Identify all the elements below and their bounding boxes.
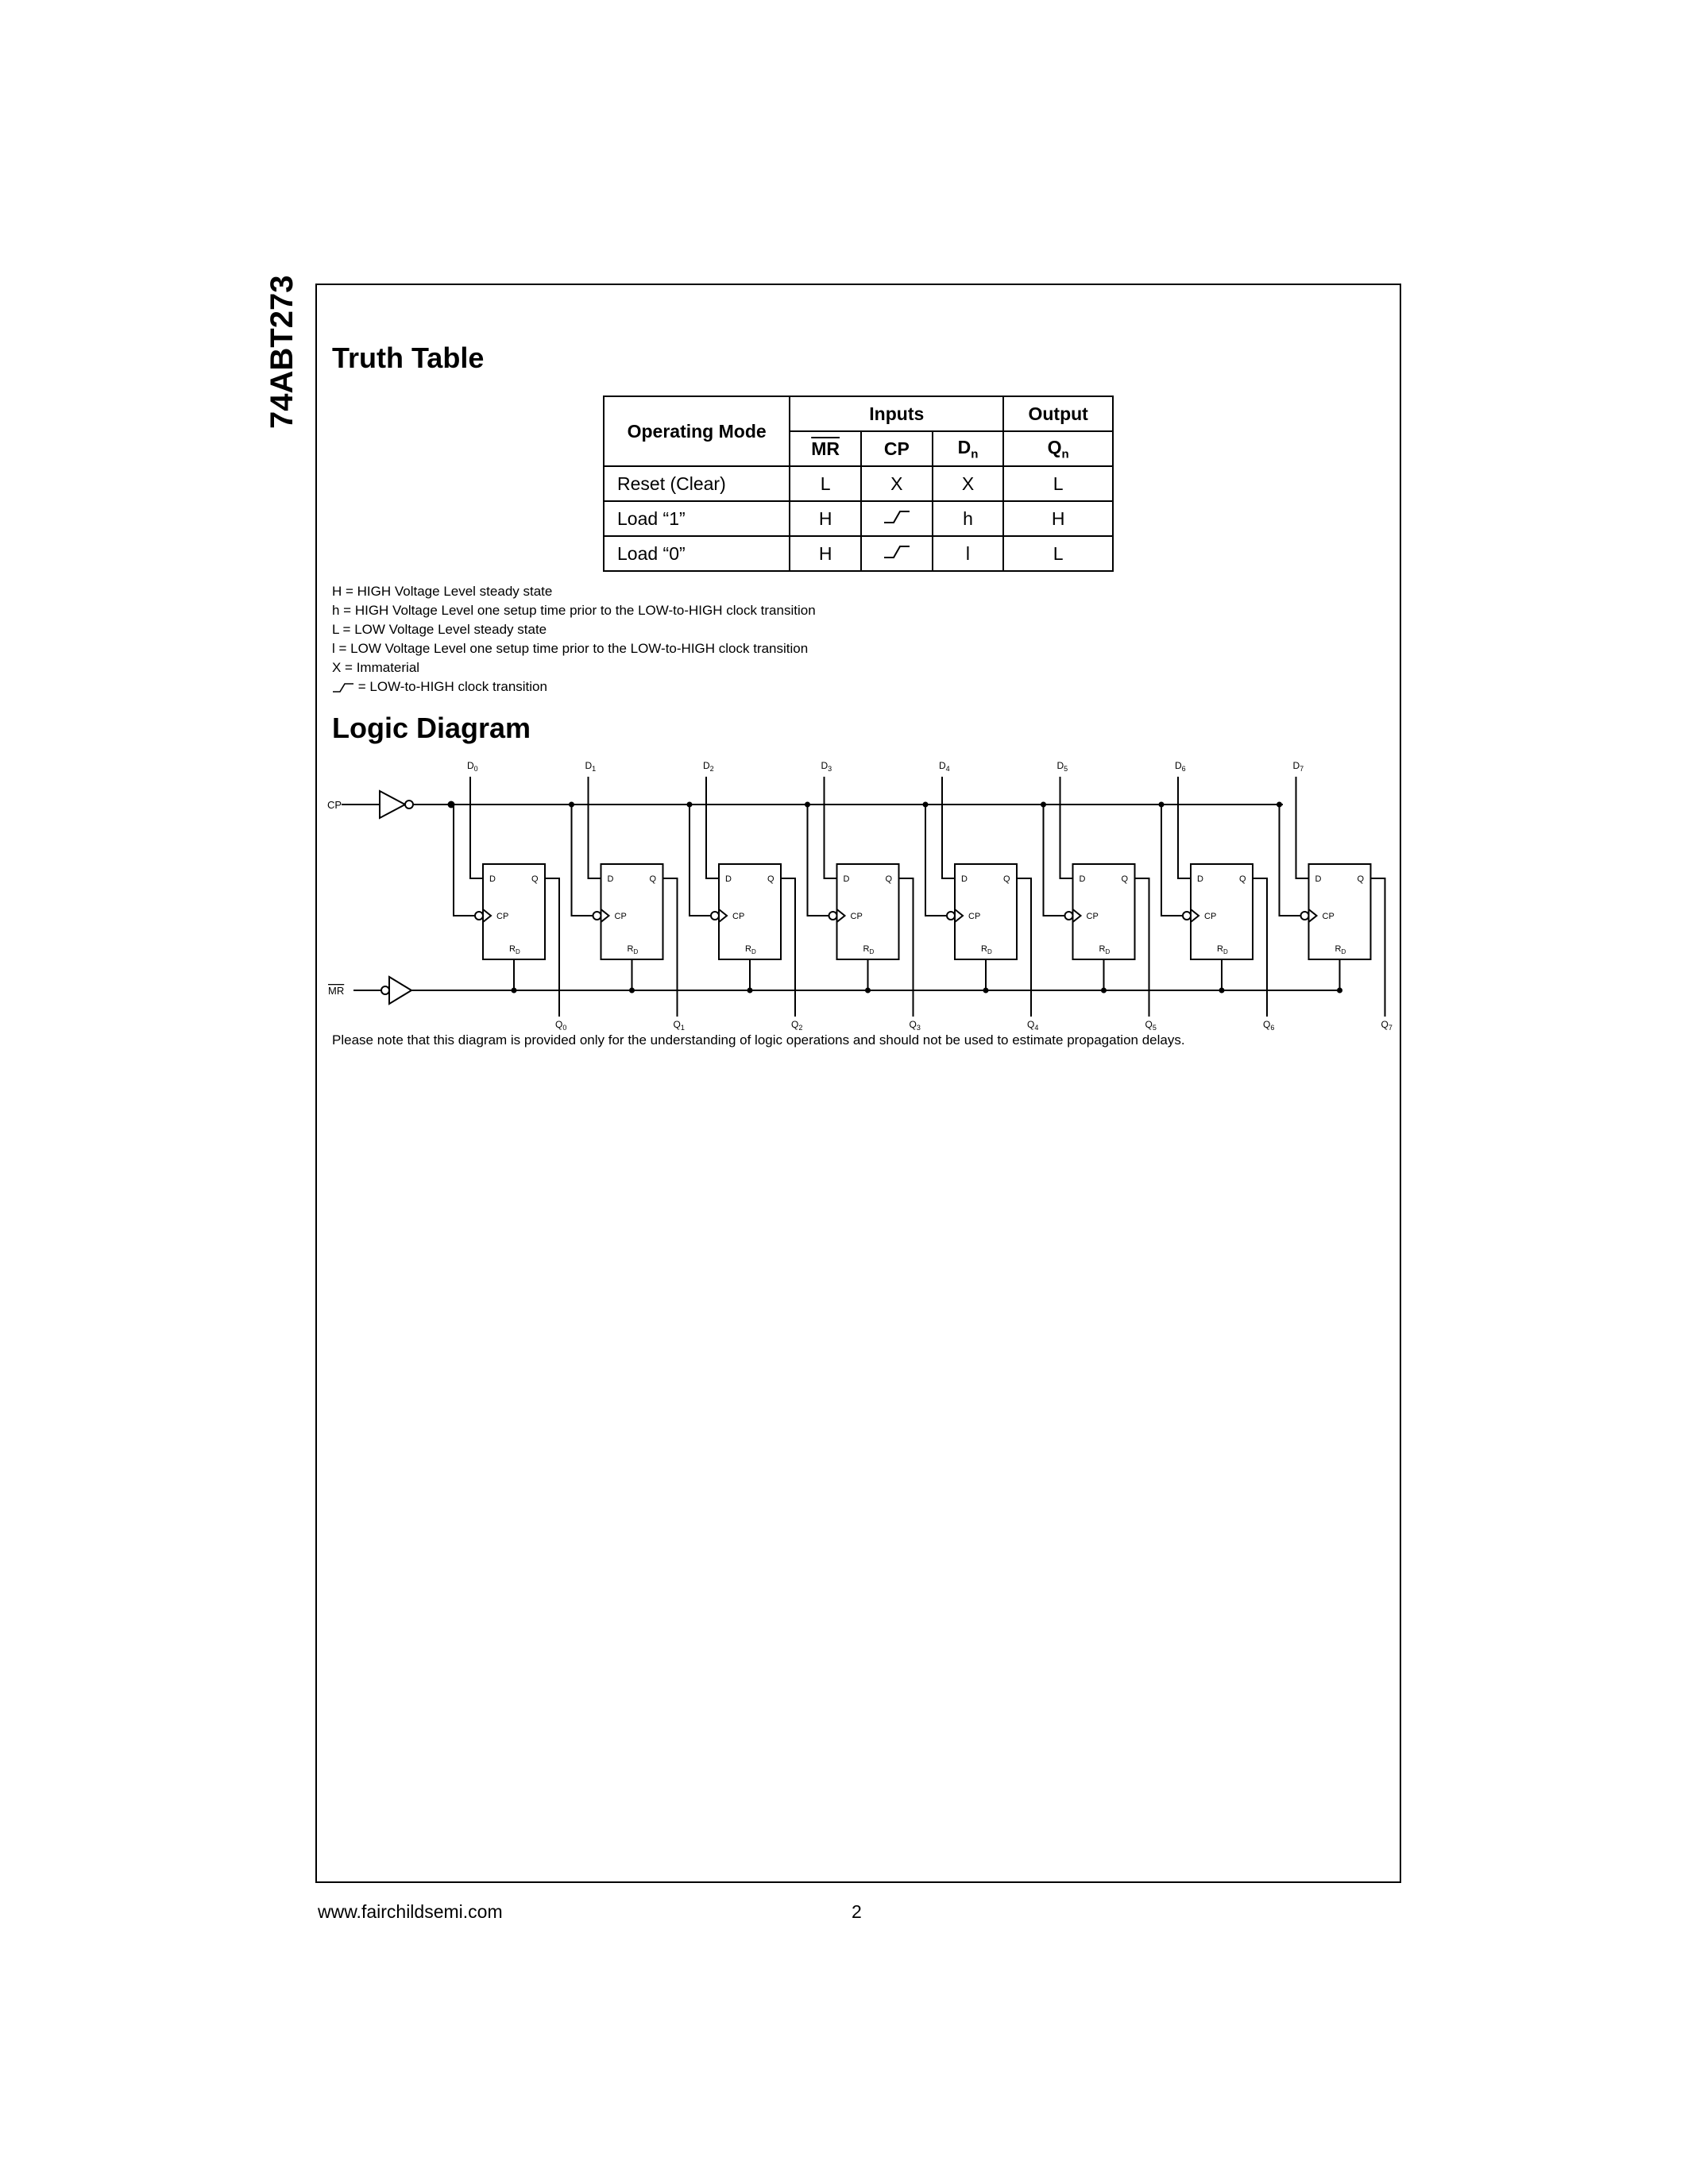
truth-table-notes — [332, 582, 816, 696]
mr-label: $\overline{MR}$ — [811, 438, 840, 459]
row-cp-edge — [861, 536, 933, 571]
row-dn: X — [933, 466, 1004, 501]
d-input-label: $D_0$ — [467, 760, 478, 773]
ff-d-pin-label: D — [607, 874, 614, 884]
cp-feed-wire — [1161, 805, 1183, 916]
header-output: Output — [1003, 396, 1113, 431]
d-input-label: $D_1$ — [585, 760, 597, 773]
mr-junction-dot — [1219, 988, 1225, 994]
row-mr: H — [790, 501, 861, 536]
q-output-wire — [1017, 878, 1031, 1017]
ff-q-pin-label: Q — [531, 874, 539, 884]
d-input-wire — [1060, 777, 1073, 878]
d-input-wire — [1178, 777, 1191, 878]
header-dn — [933, 431, 1004, 466]
ff-q-pin-label: Q — [1003, 874, 1010, 884]
diagram-caveat: Please note that this diagram is provided only for the understanding of logic operations and should not be used to estimate propagation delays. — [332, 1032, 1185, 1048]
d-input-label: $D_4$ — [939, 760, 950, 773]
truth-table-title: Truth Table — [332, 341, 485, 374]
row-mode: Load “0” — [604, 536, 790, 571]
table-row — [604, 466, 1113, 501]
logic-diagram — [318, 754, 1398, 1040]
d-input-label: $D_6$ — [1175, 760, 1186, 773]
clock-inverter-bubble — [593, 912, 601, 920]
row-cp: X — [861, 466, 933, 501]
clock-inverter-bubble — [829, 912, 837, 920]
ff-rd-pin-label: $R_D$ — [745, 944, 756, 955]
q-output-label: $Q_7$ — [1381, 1019, 1393, 1032]
rising-edge-icon — [883, 544, 911, 560]
dn-label: D — [957, 436, 971, 457]
cp-input-label: CP — [327, 799, 342, 811]
row-dn: l — [933, 536, 1004, 571]
row-qn: H — [1003, 501, 1113, 536]
cp-feed-wire — [1280, 805, 1301, 916]
ff-cp-pin-label: CP — [614, 912, 627, 921]
cp-feed-wire — [572, 805, 593, 916]
table-row — [604, 536, 1113, 571]
logic-diagram-title: Logic Diagram — [332, 712, 531, 744]
mr-junction-dot — [865, 988, 871, 994]
d-input-label: $D_3$ — [821, 760, 832, 773]
clock-inverter-bubble — [475, 912, 483, 920]
note-item: H = HIGH Voltage Level steady state — [332, 584, 553, 599]
ff-cp-pin-label: CP — [1086, 912, 1099, 921]
q-output-wire — [899, 878, 914, 1017]
ff-rd-pin-label: $R_D$ — [627, 944, 639, 955]
ff-q-pin-label: Q — [1121, 874, 1129, 884]
row-mr: L — [790, 466, 861, 501]
ff-q-pin-label: Q — [649, 874, 657, 884]
note-item: l = LOW Voltage Level one setup time prior to the LOW-to-HIGH clock transition — [332, 641, 809, 656]
mr-junction-dot — [512, 988, 517, 994]
mr-junction-dot — [629, 988, 635, 994]
clock-inverter-bubble — [711, 912, 719, 920]
ff-q-pin-label: Q — [767, 874, 774, 884]
q-output-label: $Q_1$ — [673, 1019, 685, 1032]
ff-rd-pin-label: $R_D$ — [1099, 944, 1111, 955]
header-qn — [1003, 431, 1113, 466]
clock-inverter-bubble — [1301, 912, 1309, 920]
ff-rd-pin-label: $R_D$ — [981, 944, 992, 955]
ff-d-pin-label: D — [489, 874, 496, 884]
footer-url[interactable]: www.fairchildsemi.com — [318, 1901, 503, 1922]
cp-feed-wire — [454, 805, 475, 916]
rising-edge-icon — [883, 509, 911, 525]
header-cp: CP — [861, 431, 933, 466]
mr-buffer-icon — [389, 977, 411, 1004]
rising-edge-icon — [332, 682, 354, 693]
header-operating-mode: Operating Mode — [604, 396, 790, 466]
d-input-label: $D_7$ — [1292, 760, 1304, 773]
d-input-label: $D_2$ — [703, 760, 714, 773]
ff-cp-pin-label: CP — [968, 912, 981, 921]
row-qn: L — [1003, 466, 1113, 501]
ff-rd-pin-label: $R_D$ — [863, 944, 875, 955]
ff-d-pin-label: D — [1197, 874, 1203, 884]
clock-inverter-bubble — [947, 912, 955, 920]
d-input-wire — [470, 777, 483, 878]
cp-buffer-icon — [380, 791, 405, 818]
row-mr: H — [790, 536, 861, 571]
ff-q-pin-label: Q — [885, 874, 893, 884]
header-mr — [790, 431, 861, 466]
ff-d-pin-label: D — [1315, 874, 1322, 884]
mr-junction-dot — [1101, 988, 1107, 994]
qn-label: Q — [1047, 436, 1062, 457]
ff-q-pin-label: Q — [1357, 874, 1365, 884]
dn-subscript: n — [971, 447, 979, 461]
qn-subscript: n — [1061, 447, 1069, 461]
q-output-wire — [545, 878, 559, 1017]
note-item: h = HIGH Voltage Level one setup time prior to the LOW-to-HIGH clock transition — [332, 603, 816, 618]
row-mode: Load “1” — [604, 501, 790, 536]
note-item-edge — [332, 677, 816, 696]
ff-rd-pin-label: $R_D$ — [1335, 944, 1346, 955]
header-inputs: Inputs — [790, 396, 1003, 431]
row-qn: L — [1003, 536, 1113, 571]
ff-d-pin-label: D — [843, 874, 850, 884]
ff-rd-pin-label: $R_D$ — [1217, 944, 1228, 955]
q-output-wire — [663, 878, 678, 1017]
cp-feed-wire — [808, 805, 829, 916]
d-input-label: $D_5$ — [1056, 760, 1068, 773]
note-item: X = Immaterial — [332, 660, 420, 675]
d-input-wire — [706, 777, 719, 878]
ff-d-pin-label: D — [961, 874, 968, 884]
q-output-label: $Q_3$ — [909, 1019, 921, 1032]
d-input-wire — [589, 777, 601, 878]
cp-feed-wire — [925, 805, 947, 916]
ff-cp-pin-label: CP — [732, 912, 745, 921]
cp-feed-wire — [1044, 805, 1065, 916]
q-output-label: $Q_5$ — [1145, 1019, 1157, 1032]
ff-cp-pin-label: CP — [496, 912, 509, 921]
mr-input-label: MR — [328, 985, 345, 997]
clock-inverter-bubble — [1183, 912, 1191, 920]
d-input-wire — [1296, 777, 1309, 878]
q-output-wire — [1371, 878, 1385, 1017]
d-input-wire — [942, 777, 955, 878]
note-item: L = LOW Voltage Level steady state — [332, 622, 547, 637]
part-number: 74ABT273 — [265, 275, 299, 429]
ff-cp-pin-label: CP — [1322, 912, 1335, 921]
row-cp-edge — [861, 501, 933, 536]
row-mode: Reset (Clear) — [604, 466, 790, 501]
q-output-wire — [781, 878, 795, 1017]
ff-cp-pin-label: CP — [1204, 912, 1217, 921]
edge-note-text: = LOW-to-HIGH clock transition — [357, 679, 547, 694]
table-row — [604, 501, 1113, 536]
mr-junction-dot — [747, 988, 753, 994]
mr-inverter-bubble — [381, 986, 389, 994]
cp-inverter-bubble — [405, 801, 413, 808]
row-dn: h — [933, 501, 1004, 536]
q-output-label: $Q_4$ — [1027, 1019, 1039, 1032]
ff-rd-pin-label: $R_D$ — [509, 944, 520, 955]
ff-cp-pin-label: CP — [850, 912, 863, 921]
mr-junction-dot — [1337, 988, 1342, 994]
clock-inverter-bubble — [1065, 912, 1073, 920]
mr-junction-dot — [983, 988, 989, 994]
ff-d-pin-label: D — [725, 874, 732, 884]
page-number: 2 — [852, 1901, 862, 1922]
q-output-wire — [1135, 878, 1149, 1017]
q-output-label: $Q_6$ — [1263, 1019, 1275, 1032]
q-output-label: $Q_0$ — [555, 1019, 567, 1032]
q-output-wire — [1253, 878, 1267, 1017]
truth-table — [603, 396, 1114, 572]
q-output-label: $Q_2$ — [791, 1019, 803, 1032]
ff-d-pin-label: D — [1079, 874, 1086, 884]
ff-q-pin-label: Q — [1239, 874, 1246, 884]
d-input-wire — [825, 777, 837, 878]
cp-feed-wire — [689, 805, 711, 916]
